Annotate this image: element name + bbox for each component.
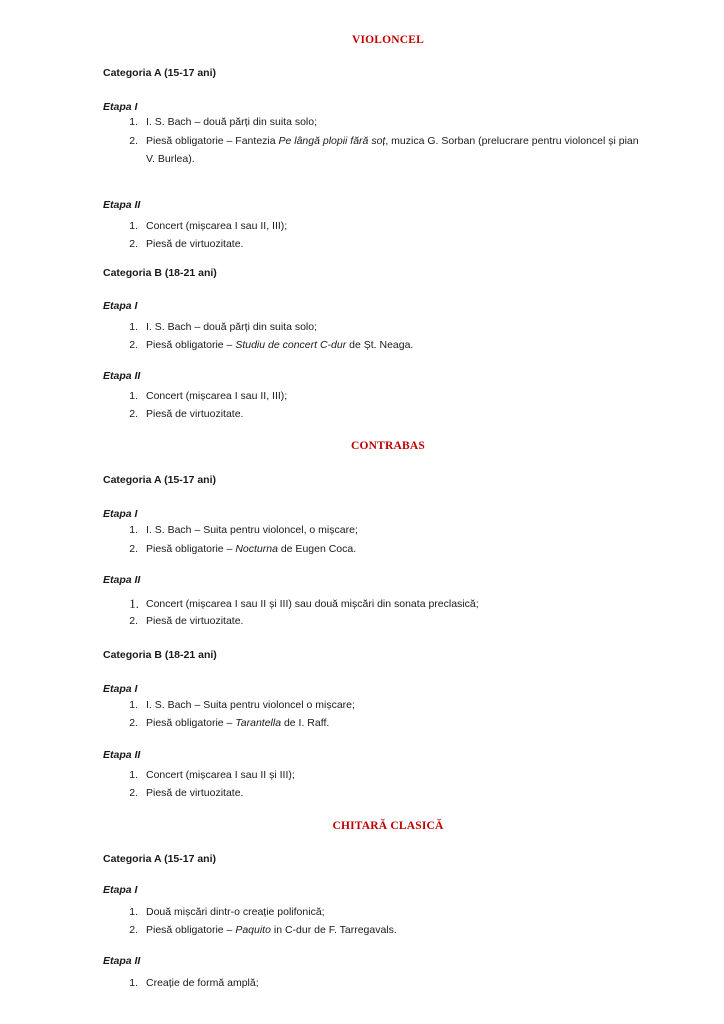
list-item-text [146,977,259,989]
text-run: I. S. Bach – două părți din suita solo; [146,116,318,128]
stage-heading: Etapa I [103,683,138,695]
stage-heading: Etapa I [103,884,138,896]
list-item-text [146,699,355,711]
list-item-text [146,408,243,420]
list-item-text [146,390,287,402]
text-run: de Eugen Coca. [277,543,357,555]
list-item-text [146,321,317,333]
text-run: Concert (mișcarea I sau II și III); [146,769,295,781]
list-item-text [146,787,243,799]
stage-heading: Etapa I [103,300,138,312]
category-heading: Categoria B (18-21 ani) [103,649,217,661]
category-heading: Categoria B (18-21 ani) [103,267,217,279]
list-number: 2. [129,238,138,250]
text-run: de Șt. Neaga. [346,339,414,351]
work-title: Nocturna [235,543,278,555]
text-run: Piesă obligatorie – [146,924,236,936]
list-number: 2. [129,339,138,351]
stage-heading: Etapa II [103,574,141,586]
category-heading: Categoria A (15-17 ani) [103,474,217,486]
list-item-text [146,135,639,147]
category-heading: Categoria A (15-17 ani) [103,67,217,79]
list-number: 2. [129,408,138,420]
list-item-text [146,116,317,128]
list-item-text [146,769,295,781]
text-run: de I. Raff. [281,717,330,729]
stage-heading: Etapa I [103,101,138,113]
work-title: Paquito [235,924,271,936]
text-run: V. Burlea). [146,153,195,165]
list-item-text [146,906,325,918]
list-number: 2. [129,543,138,555]
text-run: Concert (mișcarea I sau II, III); [146,390,288,402]
list-item-text [146,238,243,250]
text-run: Concert (mișcarea I sau II, III); [146,220,288,232]
list-number: 1. [129,769,138,781]
text-run: Piesă obligatorie – [146,543,236,555]
category-heading: Categoria A (15-17 ani) [103,853,217,865]
list-number: 1. [129,596,139,611]
list-number: 2. [129,717,138,729]
list-number: 1. [129,390,138,402]
list-item-text [146,339,413,351]
list-number: 1. [129,977,138,989]
text-run: Creație de formă amplă; [146,977,259,989]
text-run: Piesă obligatorie – [146,339,236,351]
list-number: 1. [129,220,138,232]
list-item-text [146,543,356,555]
list-number: 1. [129,524,138,536]
text-run: Piesă de virtuozitate. [146,408,244,420]
text-run: Două mișcări dintr-o creație polifonică; [146,906,325,918]
work-title: Tarantella [235,717,282,729]
section-title: CONTRABAS [350,440,425,452]
list-item-text [146,615,243,627]
list-item-text [146,524,358,536]
list-item-text [146,717,329,729]
list-number: 2. [129,924,138,936]
list-item-text [146,924,397,936]
text-run: I. S. Bach – Suita pentru violoncel o mișcare; [146,699,355,711]
text-run: I. S. Bach – două părți din suita solo; [146,321,318,333]
stage-heading: Etapa II [103,199,141,211]
list-number: 2. [129,135,138,147]
list-number: 1. [129,321,138,333]
stage-heading: Etapa II [103,955,141,967]
list-item-text [146,220,287,232]
list-number: 1. [129,906,138,918]
list-number: 2. [129,787,138,799]
section-title: VIOLONCEL [351,34,425,46]
text-run: in C-dur de F. Tarregavals. [270,924,397,936]
list-number: 2. [129,615,138,627]
text-run: , muzica G. Sorban (prelucrare pentru violoncel și pian [385,135,639,147]
text-run: Piesă de virtuozitate. [146,238,244,250]
list-number: 1. [129,699,138,711]
stage-heading: Etapa II [103,370,141,382]
text-run: Piesă obligatorie – [146,717,236,729]
text-run: Concert (mișcarea I sau II și III) sau două mișcări din sonata preclasică; [146,598,479,610]
text-run: Piesă de virtuozitate. [146,787,244,799]
list-item-text [146,598,479,610]
stage-heading: Etapa II [103,749,141,761]
text-run: I. S. Bach – Suita pentru violoncel, o mișcare; [146,524,358,536]
list-number: 1. [129,116,138,128]
list-item-text [146,153,195,165]
work-title: Pe lângă plopii fără soț [278,135,386,147]
stage-heading: Etapa I [103,508,138,520]
work-title: Studiu de concert C-dur [235,339,347,351]
section-title: CHITARĂ CLASICĂ [332,820,444,832]
text-run: Piesă de virtuozitate. [146,615,244,627]
text-run: Piesă obligatorie – Fantezia [146,135,279,147]
